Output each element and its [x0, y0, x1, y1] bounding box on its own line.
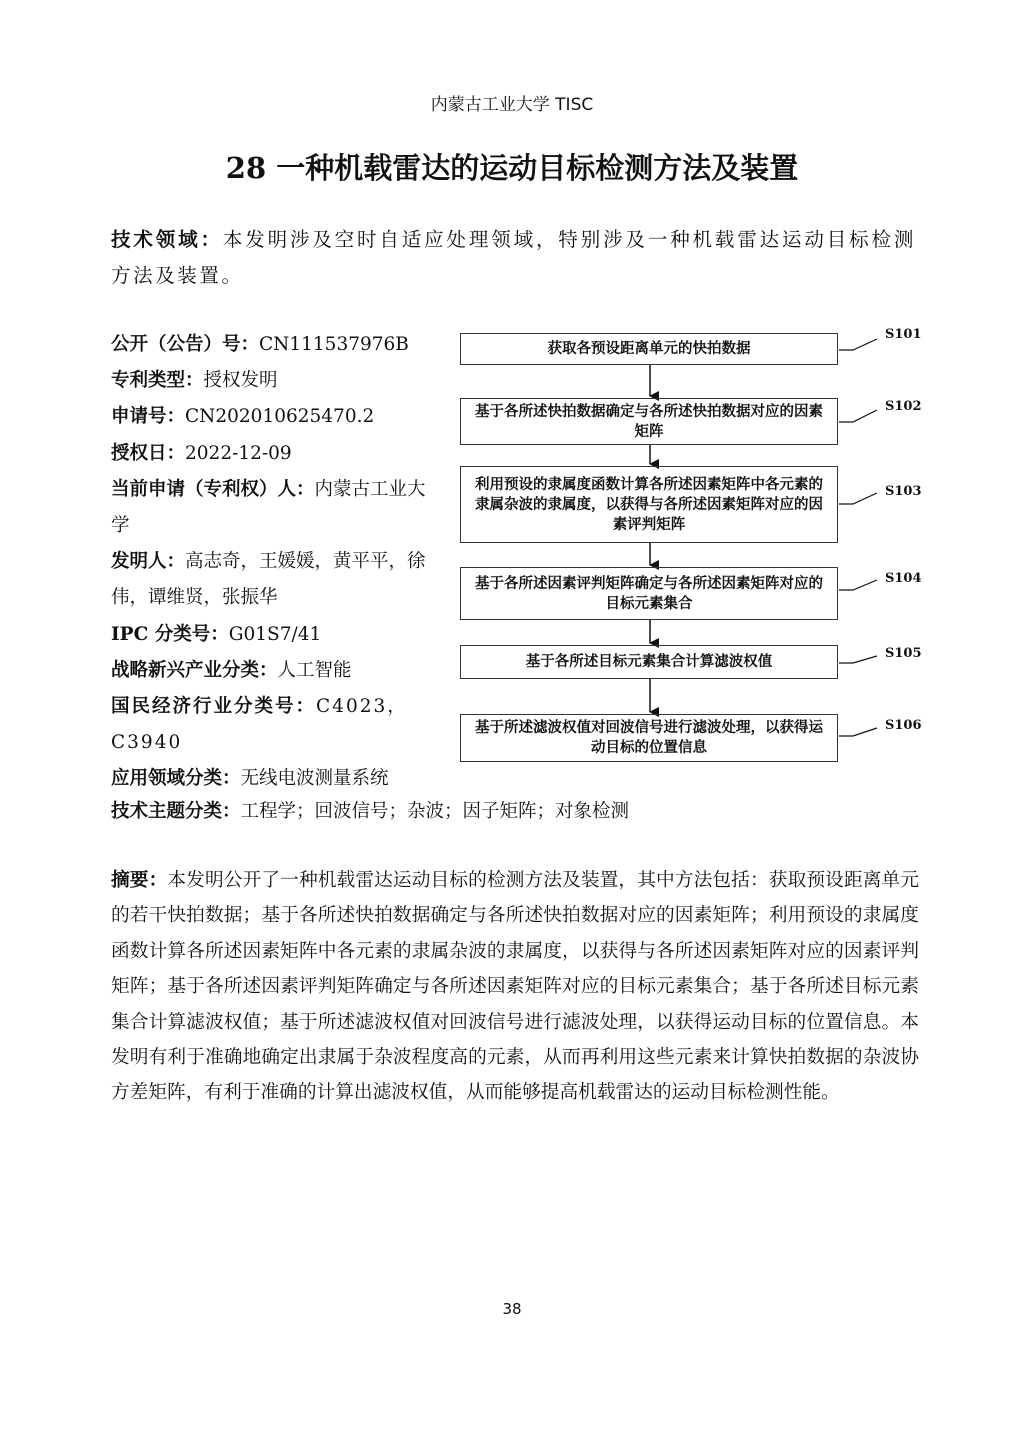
industry-value: C4023，C3940 [111, 696, 408, 754]
industry-label: 国民经济行业分类号： [111, 696, 317, 718]
abstract [111, 863, 919, 1111]
leader-s106 [839, 728, 877, 736]
industry-row [111, 689, 441, 761]
pub-no-label: 公开（公告）号： [111, 334, 260, 355]
leader-s105 [839, 656, 877, 663]
inventors-value: 高志奇，王媛媛，黄平平，徐伟，谭维贤，张振华 [111, 551, 426, 609]
app-no-value: CN202010625470.2 [185, 406, 375, 428]
flow-step-s104-id: S104 [885, 571, 922, 586]
flow-step-s101-id: S101 [885, 327, 922, 342]
topic-value: 工程学；回波信号；杂波；因子矩阵；对象检测 [240, 801, 630, 822]
patent-type-label: 专利类型： [111, 370, 204, 392]
flowchart [455, 318, 935, 778]
application-row [111, 761, 441, 797]
ipc-label: IPC 分类号： [111, 623, 229, 645]
applicant-row [111, 472, 441, 544]
grant-date-value: 2022-12-09 [185, 442, 292, 464]
technical-field [111, 222, 916, 294]
tech-topic-row [111, 794, 921, 830]
ipc-value: G01S7/41 [228, 623, 322, 645]
topic-label: 技术主题分类： [111, 801, 241, 822]
application-label: 应用领域分类： [111, 768, 241, 790]
app-no-row [111, 399, 441, 435]
patent-metadata [111, 327, 441, 798]
flow-step-s102-id: S102 [885, 399, 922, 414]
flow-step-s104: 基于各所述因素评判矩阵确定与各所述因素矩阵对应的目标元素集合 [460, 567, 838, 620]
strategic-label: 战略新兴产业分类： [111, 659, 278, 681]
leader-s104 [839, 580, 877, 590]
pub-no-row [111, 327, 441, 363]
strategic-row [111, 653, 441, 689]
pub-no-value: CN111537976B [259, 334, 409, 355]
page-header: 内蒙古工业大学 TISC [430, 95, 594, 115]
strategic-value: 人工智能 [277, 659, 352, 681]
technical-field-label: 技术领域： [111, 228, 223, 251]
leader-s101 [839, 339, 877, 350]
flow-step-s106-id: S106 [885, 718, 922, 733]
applicant-value: 内蒙古工业大学 [111, 478, 426, 537]
flow-step-s103-id: S103 [885, 484, 922, 499]
leader-s102 [839, 410, 877, 422]
inventors-label: 发明人： [111, 551, 186, 573]
abstract-label: 摘要： [111, 869, 168, 891]
ipc-row [111, 617, 441, 653]
abstract-text: 本发明公开了一种机载雷达运动目标的检测方法及装置，其中方法包括：获取预设距离单元的若干快拍数据；基于各所述快拍数据确定与各所述快拍数据对应的因素矩阵；利用预设的隶属度函数计算各所述因素矩阵中各元素的隶属杂波的隶属度，以获得与各所述因素矩阵对应的因素评判矩阵；基于各所述因素评判矩阵确定与各所述因素矩阵对应的目标元素集合；基于各所述目标元素集合计算滤波权值；基于所述滤波权值对回波信号进行滤波处理，以获得运动目标的位置信息。本发明有利于准确地确定出隶属于杂波程度高的元素，从而再利用这些元素来计算快拍数据的杂波协方差矩阵，有利于准确的计算出滤波权值，从而能够提高机载雷达的运动目标检测性能。 [111, 870, 920, 1104]
flowchart-connectors [455, 318, 935, 778]
patent-type-value: 授权发明 [203, 370, 278, 392]
flow-step-s105-id: S105 [885, 646, 922, 661]
application-value: 无线电波测量系统 [240, 768, 389, 790]
grant-date-label: 授权日： [111, 442, 186, 464]
leader-s103 [839, 493, 877, 504]
patent-type-row [111, 363, 441, 399]
grant-date-row [111, 436, 441, 472]
flow-step-s106: 基于所述滤波权值对回波信号进行滤波处理，以获得运动目标的位置信息 [460, 714, 838, 762]
flow-step-s102: 基于各所述快拍数据确定与各所述快拍数据对应的因素矩阵 [460, 398, 838, 445]
applicant-label: 当前申请（专利权）人： [111, 478, 315, 500]
app-no-label: 申请号： [111, 406, 186, 428]
flow-step-s105: 基于各所述目标元素集合计算滤波权值 [460, 645, 838, 679]
technical-field-text: 本发明涉及空时自适应处理领域，特别涉及一种机载雷达运动目标检测方法及装置。 [111, 228, 916, 287]
inventors-row [111, 544, 441, 616]
flow-step-s101: 获取各预设距离单元的快拍数据 [460, 333, 838, 365]
document-title: 28 一种机载雷达的运动目标检测方法及装置 [225, 151, 799, 185]
page-number: 38 [502, 1300, 522, 1318]
flow-step-s103: 利用预设的隶属度函数计算各所述因素矩阵中各元素的隶属杂波的隶属度，以获得与各所述因素矩阵对应的因素评判矩阵 [460, 466, 838, 543]
